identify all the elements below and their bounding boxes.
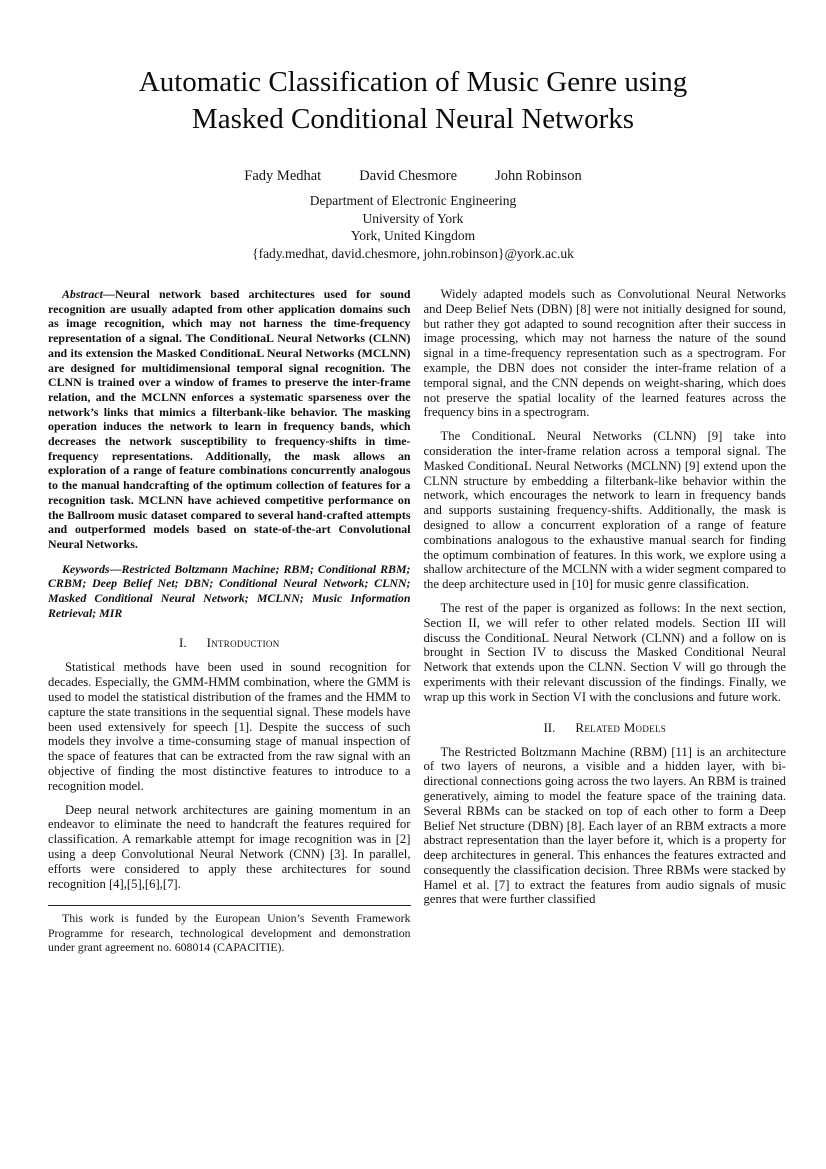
paper-title xyxy=(0,0,826,138)
section-title: Introduction xyxy=(206,635,280,651)
abstract xyxy=(48,287,411,552)
right-column xyxy=(424,287,787,955)
section-title: Related Models xyxy=(575,719,667,735)
keywords-block xyxy=(48,562,411,621)
paper-header xyxy=(0,0,826,262)
author-name: Fady Medhat xyxy=(244,168,322,184)
body-paragraph: Widely adapted models such as Convolutional Neural Networks and Deep Belief Nets (DBN) [8] were not initially designed for sound, but rather they got adapted to sound recognition after their success in image processing, which may not harness the nature of the sound signal in a time-frequency representation such as a spectrogram. For example, the DBN does not consider the inter-frame relation of a temporal signal, and the CNN depends on weight-sharing, which does not preserve the spatial locality of the learned features across the frequency bins in a spectrogram. xyxy=(423,287,786,420)
section-numeral: II. xyxy=(543,719,556,735)
two-column-body xyxy=(0,287,826,955)
left-column xyxy=(48,287,411,955)
body-paragraph: The rest of the paper is organized as follows: In the next section, Section II, we will refer to other related models. Section III will discuss the ConditionaL Neural Network (CLNN) and a follow on is brought in Section IV to discuss the Masked Conditional Neural Network that extends upon the CLNN. Section V will go through the experiments with their relevant discussion of the findings. Finally, we wrap up this work in Section VI with the conclusions and future work. xyxy=(423,600,786,704)
section-heading-introduction xyxy=(48,635,411,651)
funding-footnote: This work is funded by the European Union’s Seventh Framework Programme for research, technological development and demonstration under grant agreement no. 608014 (CAPACITIE). xyxy=(48,905,411,955)
section-heading-related-models xyxy=(424,720,787,736)
author-name: David Chesmore xyxy=(359,168,458,184)
author-name: John Robinson xyxy=(495,168,582,184)
affiliation-city: York, United Kingdom xyxy=(350,228,476,243)
title-line-1: Automatic Classification of Music Genre using xyxy=(138,66,688,98)
affiliation-university: University of York xyxy=(362,210,464,226)
keywords-label: Keywords— xyxy=(62,561,122,576)
body-paragraph: The Restricted Boltzmann Machine (RBM) [11] is an architecture of two layers of neurons, a visible and a hidden layer, with bi-directional connections going across the two layers. An RBM is trained generatively, aiming to model the feature space of the training data. Several RBMs can be stacked on top of each other to form a Deep Belief Net structure (DBN) [8]. Each layer of an RBM extracts a more abstract representation than the layer before it, which is a property for deep architectures in general. This enhances the features extracted and consequently the classification decision. Three RBMs were stacked by Hamel et al. [7] to extract the features from audio signals of music genres that were further classified xyxy=(423,744,786,907)
affiliation-department: Department of Electronic Engineering xyxy=(309,193,517,208)
affiliation-emails: {fady.medhat, david.chesmore, john.robinson}@york.ac.uk xyxy=(252,245,574,261)
intro-paragraph-2: Deep neural network architectures are gaining momentum in an endeavor to eliminate the need to handcraft the features required for classification. A remarkable attempt for image recognition was in [2] using a deep Convolutional Neural Network (CNN) [3]. In parallel, efforts were considered to apply these architectures for sound recognition [4],[5],[6],[7]. xyxy=(48,802,411,891)
abstract-label: Abstract— xyxy=(62,287,115,301)
keywords-text: Restricted Boltzmann Machine; RBM; Conditional RBM; CRBM; Deep Belief Net; DBN; Conditional Neural Network; CLNN; Masked Conditional Neural Network; MCLNN; Music Information Retrieval; MIR xyxy=(48,561,411,620)
abstract-text: Neural network based architectures used for sound recognition are usually adapted from other application domains such as image recognition, which may not harness the time-frequency representation of a signal. The ConditionaL Neural Networks (CLNN) and its extension the Masked ConditionaL Neural Networks (MCLNN) are designed for multidimensional temporal signal recognition. The CLNN is trained over a window of frames to preserve the inter-frame relation, and the MCLNN enforces a systematic sparseness over the network’s links that mimics a filterbank-like behavior. The masking operation induces the network to learn in frequency bands, which decreases the network susceptibility to frequency-shifts in time-frequency representations. Additionally, the mask allows an exploration of a range of feature combinations concurrently analogous to the manual handcrafting of the optimum collection of features for a recognition task. MCLNN have achieved competitive performance on the Ballroom music dataset compared to several hand-crafted attempts and outperformed models based on state-of-the-art Convolutional Neural Networks. xyxy=(48,287,411,551)
intro-paragraph-1: Statistical methods have been used in sound recognition for decades. Especially, the GMM-HMM combination, where the GMM is used to model the statistical distribution of the frames and the HMM to capture the state transitions in the sequential signal. These models have been used extensively for speech [1]. Despite the success of such models they involve a time-consuming stage of manual inspection of the space of features that can be extracted from the raw signal with an objective of finding the most distinctive features to introduce to a recognition model. xyxy=(48,660,411,793)
authors-row xyxy=(0,168,826,185)
section-numeral: I. xyxy=(178,635,187,651)
title-line-2: Masked Conditional Neural Networks xyxy=(191,103,635,135)
body-paragraph: The ConditionaL Neural Networks (CLNN) [9] take into consideration the inter-frame relation across a temporal signal. The Masked ConditionaL Neural Networks (MCLNN) [9] extend upon the CLNN structure by embedding a filterbank-like behavior within the network, which encourages the network to learn in frequency bands and supports sustaining frequency-shifts. Additionally, the mask is designed to allow a concurrent exploration of a range of feature combinations analogous to the exhaustive manual search for finding the optimum combination of features. In this work, we explore using a shallow architecture of the MCLNN with a wider segment compared to the deep architecture used in [10] for music genre classification. xyxy=(423,429,786,592)
affiliation-block xyxy=(0,192,826,262)
